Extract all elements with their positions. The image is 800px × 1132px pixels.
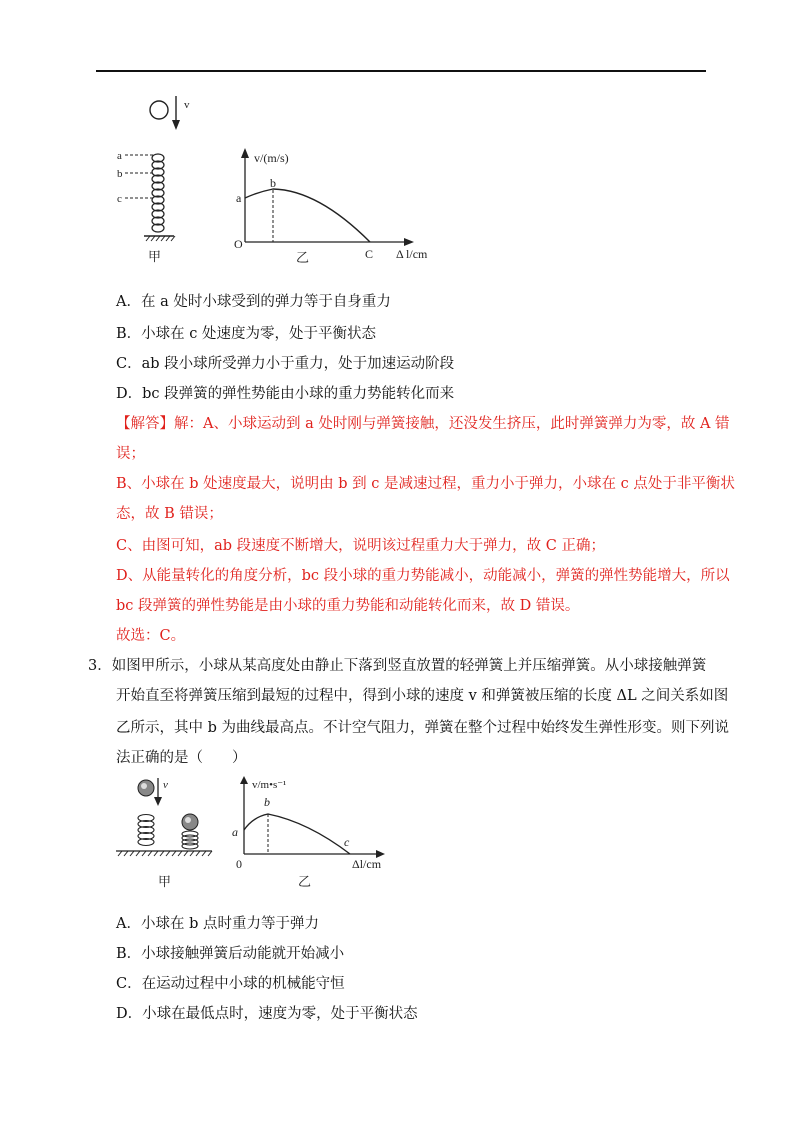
caption-yi-2: 乙 [298, 874, 312, 889]
point-b-1: b [270, 176, 276, 190]
velocity-label-2: v [163, 779, 168, 791]
velocity-curve-1 [245, 189, 370, 242]
y-axis-label-2: v/m•s⁻¹ [252, 779, 287, 791]
velocity-label: v [184, 99, 190, 111]
q3-option-c: C．在运动过程中小球的机械能守恒 [116, 976, 345, 992]
origin-label-1: O [234, 237, 243, 251]
point-c-2: c [344, 835, 350, 849]
figure-1 [108, 92, 448, 270]
q2-option-d: D．bc 段弹簧的弹性势能由小球的重力势能转化而来 [116, 386, 455, 402]
header-rule [96, 70, 706, 72]
q2-option-b: B．小球在 c 处速度为零，处于平衡状态 [116, 326, 376, 342]
q3-option-b: B．小球接触弹簧后动能就开始减小 [116, 946, 345, 962]
spring-label-b: b [117, 168, 123, 180]
answer-line-3: B、小球在 b 处速度最大，说明由 b 到 c 是减速过程，重力小于弹力，小球在 c 点处于非平衡状 [116, 476, 735, 492]
y-axis-label-1: v/(m/s) [254, 151, 289, 165]
spring-label-a: a [117, 150, 122, 162]
answer-line-1: 【解答】解：A、小球运动到 a 处时刚与弹簧接触，还没发生挤压，此时弹簧弹力为零，故 A 错 [116, 416, 730, 432]
q2-option-c: C．ab 段小球所受弹力小于重力，处于加速运动阶段 [116, 356, 455, 372]
q3-option-d: D．小球在最低点时，速度为零，处于平衡状态 [116, 1006, 418, 1022]
caption-jia-1: 甲 [148, 249, 162, 264]
caption-jia-2: 甲 [158, 874, 172, 889]
point-a-1: a [236, 191, 242, 205]
point-b-2: b [264, 795, 270, 809]
spring-label-c: c [117, 193, 122, 205]
spring-icon [152, 154, 164, 232]
answer-line-5: C、由图可知，ab 段速度不断增大，说明该过程重力大于弹力，故 C 正确； [116, 538, 605, 554]
ball-icon [150, 101, 168, 119]
q3-stem-line-2: 开始直至将弹簧压缩到最短的过程中，得到小球的速度 v 和弹簧被压缩的长度 ΔL 之间关系如图 [116, 688, 729, 704]
answer-line-6: D、从能量转化的角度分析，bc 段小球的重力势能减小，动能减小，弹簧的弹性势能增大，所以 [116, 568, 730, 584]
spring-icon-uncompressed [138, 815, 154, 846]
spring-icon-compressed [182, 831, 198, 849]
answer-line-8: 故选：C。 [116, 628, 186, 644]
x-axis-label-1: Δ l/cm [396, 247, 428, 261]
figure-2 [108, 774, 398, 894]
answer-line-4: 态，故 B 错误； [116, 506, 223, 522]
velocity-curve-2 [244, 814, 350, 854]
q3-option-a: A．小球在 b 点时重力等于弹力 [116, 916, 319, 932]
point-a-2: a [232, 825, 238, 839]
origin-label-2: 0 [236, 857, 242, 871]
q2-option-a: A．在 a 处时小球受到的弹力等于自身重力 [116, 294, 391, 310]
q3-stem-line-3: 乙所示，其中 b 为曲线最高点。不计空气阻力，弹簧在整个过程中始终发生弹性形变。则下列说 [116, 720, 729, 736]
q3-stem-line-4: 法正确的是（ ） [116, 750, 247, 766]
caption-yi-1: 乙 [296, 250, 310, 265]
q3-stem-line-1: 3．如图甲所示，小球从某高度处由静止下落到竖直放置的轻弹簧上并压缩弹簧。从小球接触弹簧 [88, 658, 707, 674]
answer-line-2: 误； [116, 446, 145, 462]
answer-line-7: bc 段弹簧的弹性势能是由小球的重力势能和动能转化而来，故 D 错误。 [116, 598, 580, 614]
x-axis-label-2: Δl/cm [352, 857, 382, 871]
point-c-1: C [365, 247, 374, 261]
